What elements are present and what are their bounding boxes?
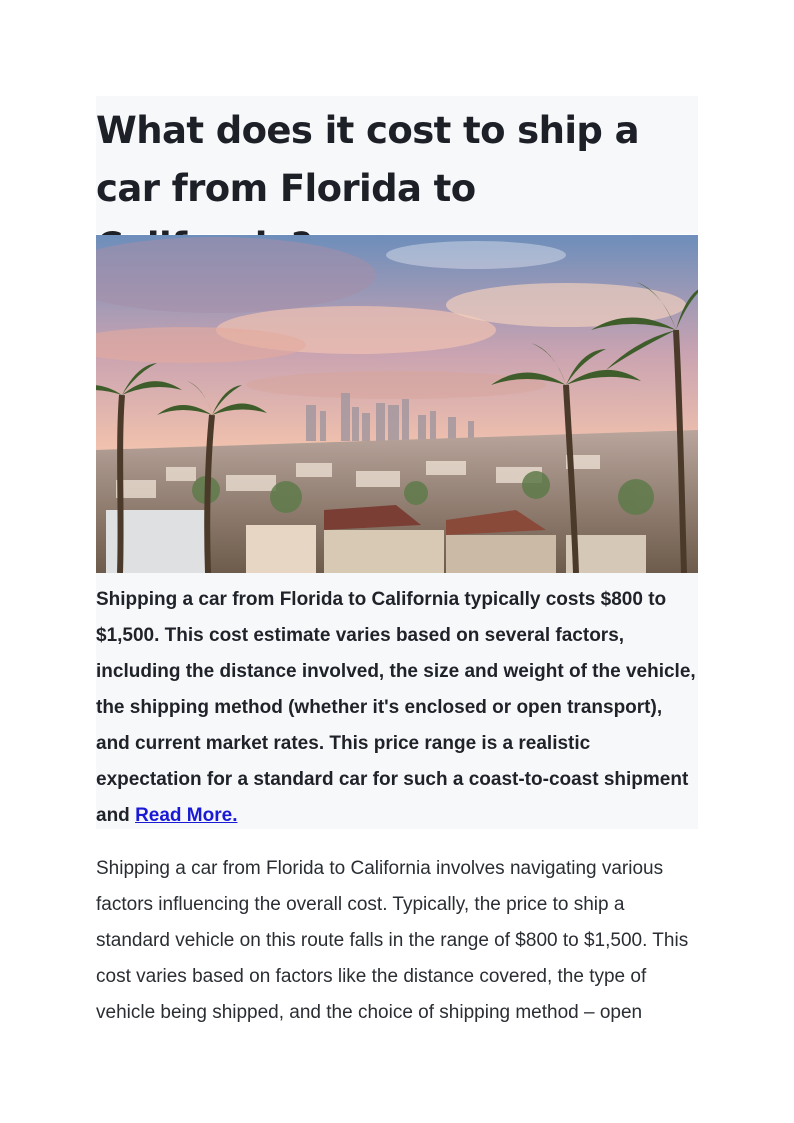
summary-block (96, 573, 698, 829)
hero-image-los-angeles-skyline (96, 235, 698, 573)
read-more-link[interactable]: Read More. (135, 805, 238, 826)
page-title: What does it cost to ship a car from Florida to (96, 109, 639, 210)
summary-text (96, 573, 698, 834)
title-block (96, 96, 698, 234)
summary-body: Shipping a car from Florida to California typically costs $800 to $1,500. This cost estimate varies based on several factors, including the distance involved, the size and weight of the vehicle, the shipping method (whether it's enclosed or open transport), and current market rates. This price range is a realistic expectation for a standard car for such a coast-to-coast shipment and (96, 589, 696, 826)
body-paragraph: Shipping a car from Florida to California involves navigating various factors influencing the overall cost. Typically, the price to ship a standard vehicle on this route falls in the range of $800 to $1,500. This cost varies based on factors like the distance covered, the type of vehicle being shipped, and the choice of shipping method – open (96, 858, 689, 1023)
